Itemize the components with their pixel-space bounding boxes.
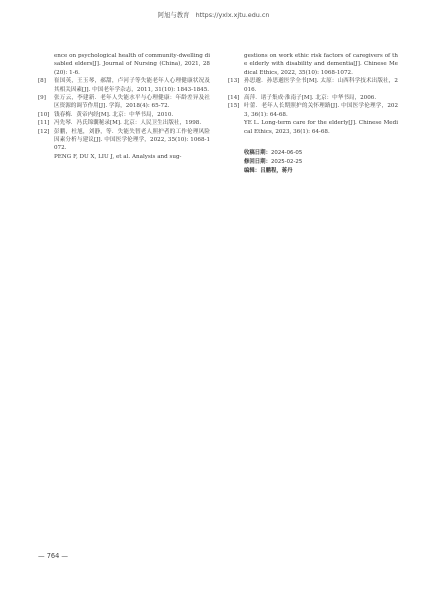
reference-text: gestions on work ethic risk factors of caregivers of the elderly with disability and dementia[J]. Chinese Medical Ethics, 2022, 35(10): 1068-1072. (244, 53, 398, 76)
reference-number: [10] (38, 111, 50, 118)
right-column (228, 52, 398, 176)
reference-text: 张万云，李建新．老年人失能水平与心理健康：年龄差异及社区资源的调节作用[J]. 学海，2018(4): 65-72. (54, 95, 210, 110)
reference-11 (38, 119, 210, 127)
revised-value: 2025-02-25 (270, 159, 303, 166)
reference-number: [8] (38, 78, 46, 85)
reference-text: 钱春梅．黄帝内经[M]. 北京：中华书局，2010. (54, 111, 174, 118)
editors (244, 167, 398, 176)
reference-number: [9] (38, 95, 46, 102)
article-dates (228, 149, 398, 176)
running-header (0, 0, 427, 30)
reference-10 (38, 111, 210, 119)
reference-continuation (228, 52, 398, 77)
reference-15 (228, 102, 398, 119)
reference-text: 孙思邈．孙思邈医学全书[M]. 太原：山西科学技术出版社，2016. (244, 78, 398, 93)
reference-text: 冯先琴．冯氏锦囊秘录[M]. 北京：人民卫生出版社，1998. (54, 120, 202, 127)
reference-number: [12] (38, 128, 50, 135)
received-date (244, 149, 398, 158)
reference-continuation (38, 52, 210, 77)
reference-text: YE L. Long-term care for the elderly[J]. Chinese Medical Ethics, 2023, 36(1): 64-68. (244, 120, 398, 135)
reference-text: 高萍．诸子集成·淮南子[M]. 北京：中华书局，2006. (244, 95, 377, 102)
reference-12 (38, 128, 210, 153)
editors-value: 吕鹏程，蒋丹 (260, 168, 293, 175)
revised-label: 修回日期： (244, 159, 271, 166)
received-label: 收稿日期： (244, 150, 271, 157)
reference-text: 彭鹏，杜旭，刘静，等．失能失智老人照护者的工作伦理风险因素分析与建议[J]. 中国医学伦理学，2022, 35(10): 1068-1072. (54, 128, 210, 152)
reference-14 (228, 94, 398, 102)
reference-number: [15] (228, 103, 240, 110)
reference-8 (38, 77, 210, 94)
reference-number: [14] (228, 95, 240, 102)
reference-number: [13] (228, 78, 240, 85)
reference-13 (228, 77, 398, 94)
reference-number: [11] (38, 120, 50, 127)
reference-text: PENG F, DU X, LIU J, et al. Analysis and sug- (54, 153, 182, 160)
received-value: 2024-06-05 (270, 150, 303, 157)
reference-text: 崔国英，王玉琴，郝甜，卢河子等失能老年人心理健康状况及其相关因素[J]. 中国老年学杂志，2011, 31(10): 1843-1845. (54, 78, 210, 93)
reference-english (228, 119, 398, 136)
reference-text: 叶蕾．老年人长期照护的关怀理路[J]. 中国医学伦理学，2023, 36(1): 64-68. (244, 103, 398, 118)
journal-url: https://yxlx.xjtu.edu.cn (195, 11, 270, 19)
reference-9 (38, 94, 210, 111)
left-column (38, 52, 210, 161)
page-number: — 764 — (38, 552, 68, 560)
revised-date (244, 158, 398, 167)
journal-name: 阿旭与教育 (157, 11, 190, 19)
reference-text: ence on psychological health of community-dwelling disabled elders[J]. Journal of Nursing (China), 2021, 28(20): 1-6. (54, 53, 210, 76)
reference-english (38, 153, 210, 161)
editors-label: 编辑： (244, 168, 261, 175)
